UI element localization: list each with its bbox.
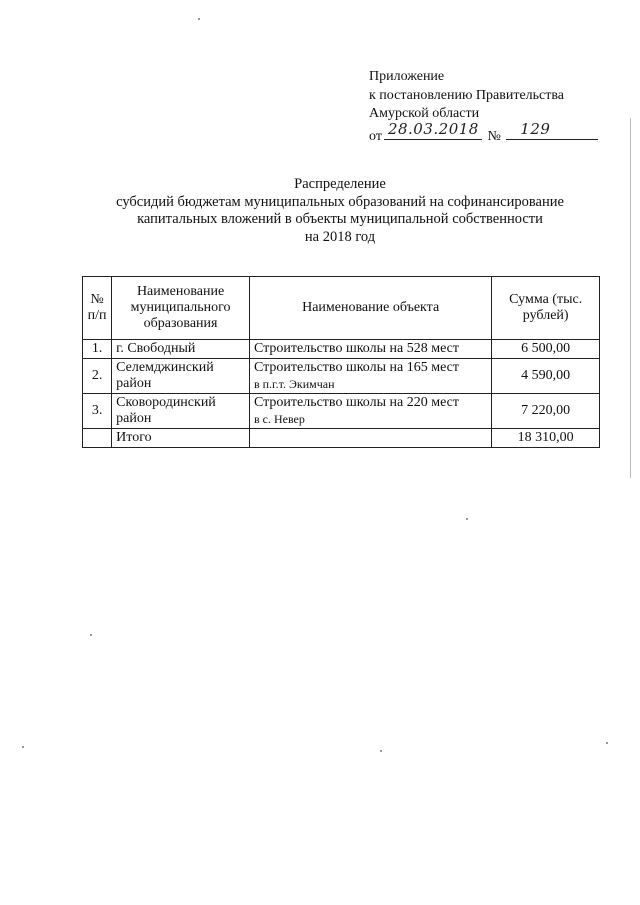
table-total-row xyxy=(83,429,600,448)
row-object xyxy=(249,394,491,429)
row-sum: 6 500,00 xyxy=(492,340,600,359)
scan-margin-line xyxy=(630,118,631,478)
scan-speck xyxy=(380,750,382,752)
header-municipality: Наименование муниципального образования xyxy=(112,277,250,340)
from-label: от xyxy=(369,128,382,144)
header-sum: Сумма (тыс. рублей) xyxy=(492,277,600,340)
header-num: № п/п xyxy=(83,277,112,340)
row-object-location: в с. Невер xyxy=(253,412,305,426)
handwritten-number: 129 xyxy=(520,119,551,138)
row-object-main: Строительство школы на 220 мест xyxy=(253,395,459,410)
table-row xyxy=(83,340,600,359)
row-object xyxy=(249,340,491,359)
row-municipality: Селемджинский район xyxy=(112,359,250,394)
appendix-block xyxy=(369,68,609,146)
total-num-empty xyxy=(83,429,112,448)
total-sum: 18 310,00 xyxy=(492,429,600,448)
appendix-line-2: к постановлению Правительства xyxy=(369,87,565,103)
row-sum: 7 220,00 xyxy=(492,394,600,429)
row-object-location: в п.г.т. Экимчан xyxy=(253,377,335,391)
date-field xyxy=(384,119,482,140)
appendix-line-1: Приложение xyxy=(369,69,445,84)
row-num: 1. xyxy=(83,340,112,359)
row-object-main: Строительство школы на 165 мест xyxy=(253,360,459,375)
title-line-1: Распределение xyxy=(294,176,386,192)
scan-speck xyxy=(466,518,468,520)
scan-speck xyxy=(198,18,200,20)
title-line-3: капитальных вложений в объекты муниципальной собственности xyxy=(137,211,543,227)
row-municipality: г. Свободный xyxy=(112,340,250,359)
row-num: 3. xyxy=(83,394,112,429)
row-num: 2. xyxy=(83,359,112,394)
scan-speck xyxy=(606,742,608,744)
table-row xyxy=(83,359,600,394)
row-sum: 4 590,00 xyxy=(492,359,600,394)
total-object-empty xyxy=(249,429,491,448)
document-title xyxy=(80,176,600,246)
row-municipality: Сковородинский район xyxy=(112,394,250,429)
title-line-4: на 2018 год xyxy=(304,228,376,245)
number-label: № xyxy=(487,128,501,144)
header-object: Наименование объекта xyxy=(249,277,491,340)
table-row xyxy=(83,394,600,429)
row-object-main: Строительство школы на 528 мест xyxy=(253,341,459,356)
handwritten-date: 28.03.2018 xyxy=(387,119,479,138)
total-label: Итого xyxy=(112,429,250,448)
row-object xyxy=(249,359,491,394)
subsidy-table xyxy=(82,276,600,448)
title-line-2: субсидий бюджетам муниципальных образований на софинансирование xyxy=(116,193,564,210)
scan-speck xyxy=(22,746,24,748)
scan-speck xyxy=(90,634,92,636)
number-field xyxy=(506,119,598,140)
appendix-date-number-line xyxy=(369,119,609,147)
table-header-row xyxy=(83,277,600,340)
appendix-line-3: Амурской области xyxy=(369,106,480,121)
